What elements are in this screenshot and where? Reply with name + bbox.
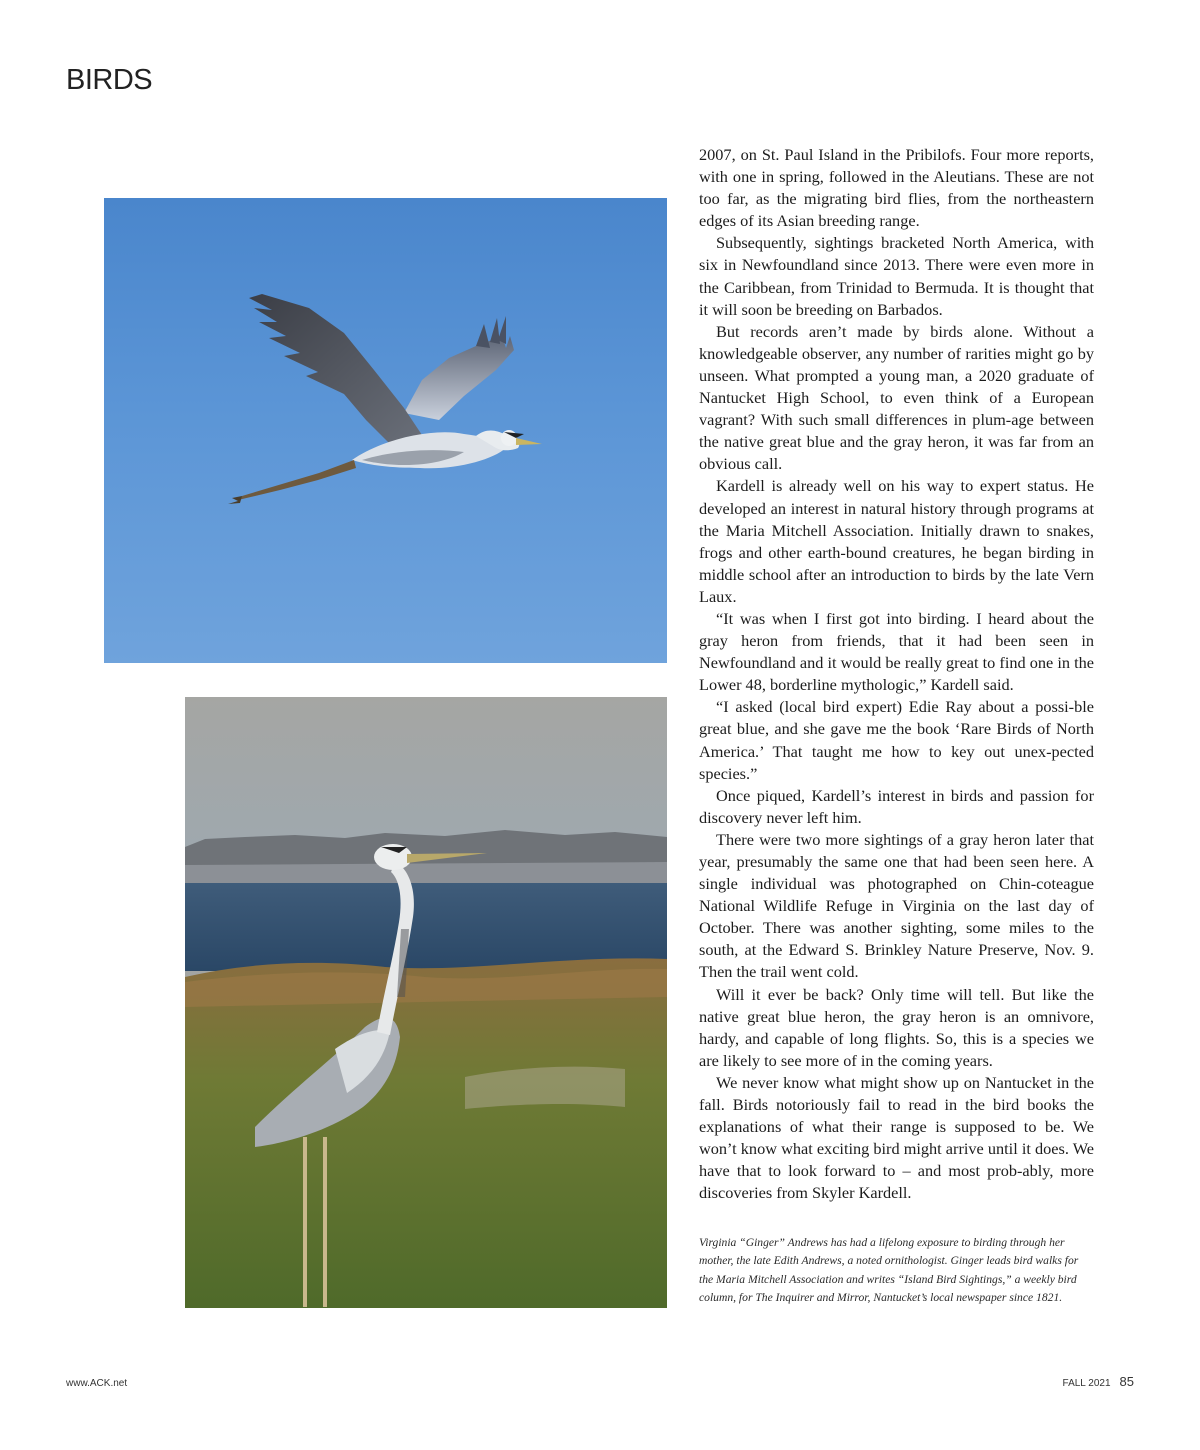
article-paragraph: But records aren’t made by birds alone. Without a knowledgeable observer, any number of rarities might go by unseen. What prompted a young man, a 2020 graduate of Nantucket High School, to even think of a European vagrant? With such small differences in plum-age between the native great blue and the gray heron, it was far from an obvious call. xyxy=(699,321,1094,474)
page-number: 85 xyxy=(1119,1374,1134,1389)
footer-issue: FALL 2021 xyxy=(1062,1378,1111,1389)
standing-heron-photo xyxy=(185,697,667,1308)
article-paragraph: We never know what might show up on Nantucket in the fall. Birds notoriously fail to read in the bird books the explanations of what their range is supposed to be. We won’t know what exciting bird might arrive until it does. We have that to look forward to – and most prob-ably, more discoveries from Skyler Kardell. xyxy=(699,1072,1094,1203)
article-paragraph: Will it ever be back? Only time will tell. But like the native great blue heron, the gray heron is an omnivore, hardy, and capable of long flights. So, this is a species we are likely to see more of in the coming years. xyxy=(699,984,1094,1070)
standing-heron-illustration xyxy=(185,697,667,1308)
article-paragraph: “I asked (local bird expert) Edie Ray about a possi-ble great blue, and she gave me the book ‘Rare Birds of North America.’ That taught me how to key out unex-pected species.” xyxy=(699,697,1094,783)
article-paragraph: Subsequently, sightings bracketed North America, with six in Newfoundland since 2013. There were even more in the Caribbean, from Trinidad to Bermuda. It is thought that it will soon be breeding on Barbados. xyxy=(699,233,1094,319)
author-bio: Virginia “Ginger” Andrews has had a lifelong exposure to birding through her mother, the late Edith Andrews, a noted ornithologist. Ginger leads bird walks for the Maria Mitchell Association and writes “Island Bird Sightings,” a weekly bird column, for The Inquirer and Mirror, Nantucket’s local newspaper since 1821. xyxy=(699,1236,1079,1305)
article-paragraph: Kardell is already well on his way to expert status. He developed an interest in natural history through programs at the Maria Mitchell Association. Initially drawn to snakes, frogs and other earth-bound creatures, he began birding in middle school after an introduction to birds by the late Vern Laux. xyxy=(699,476,1094,606)
footer-issue-info xyxy=(1063,1374,1134,1389)
footer-website: www.ACK.net xyxy=(66,1378,128,1389)
article-body xyxy=(699,144,1094,1205)
article-paragraph: “It was when I first got into birding. I heard about the gray heron from friends, that it had been seen in Newfoundland and it would be really great to find one in the Lower 48, borderline mythologic,” Kardell said. xyxy=(699,608,1094,695)
flying-heron-photo xyxy=(104,198,667,663)
article-paragraph: There were two more sightings of a gray heron later that year, presumably the same one that had been seen here. A single individual was photographed on Chin-coteague National Wildlife Refuge in Virginia on the last day of October. There was another sighting, some miles to the south, at the Edward S. Brinkley Nature Preserve, Nov. 9. Then the trail went cold. xyxy=(699,829,1094,982)
article-paragraph: 2007, on St. Paul Island in the Pribilofs. Four more reports, with one in spring, followed in the Aleutians. These are not too far, as the migrating bird flies, from the northeastern edges of its Asian breeding range. xyxy=(699,145,1094,231)
section-label: BIRDS xyxy=(66,64,153,96)
flying-heron-illustration xyxy=(104,198,667,663)
article-paragraph: Once piqued, Kardell’s interest in birds and passion for discovery never left him. xyxy=(699,785,1094,827)
